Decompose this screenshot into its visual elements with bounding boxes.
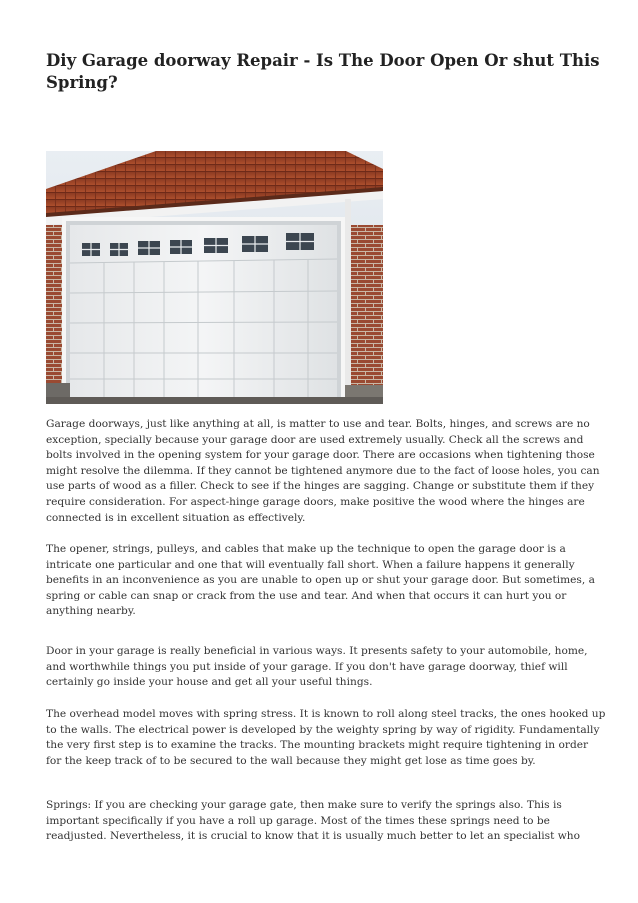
garage-door-photo xyxy=(46,151,383,404)
paragraph-1: Garage doorways, just like anything at all, is matter to use and tear. Bolts, hinges, and screws are no exception, specially because your garage door are used extremely usually. Check all the screws and bolts involved in the opening system for your garage door. There are occasions when tightening those might resolve the dilemma. If they cannot be tightened anymore due to the fact of loose holes, you can use parts of wood as a filler. Check to see if the hinges are sagging. Change or substitute them if they require consideration. For aspect-hinge garage doors, make positive the wood where the hinges are connected is in excellent situation as effectively. xyxy=(46,418,600,524)
paragraph-5: Springs: If you are checking your garage gate, then make sure to verify the springs also. This is important specifically if you have a roll up garage. Most of the times these springs need to be readjusted. Nevertheless, it is crucial to know that it is usually much better to let an specialist who xyxy=(46,799,580,843)
paragraph-3: Door in your garage is really beneficial in various ways. It presents safety to your automobile, home, and worthwhile things you put inside of your garage. If you don't have garage doorway, thief will certainly go inside your house and get all your useful things. xyxy=(46,645,588,689)
garage-door-icon xyxy=(46,151,383,404)
paragraph-4: The overhead model moves with spring stress. It is known to roll along steel tracks, the ones hooked up to the walls. The electrical power is developed by the weighty spring by way of rigidity. Fundamentally the very first step is to examine the tracks. The mounting brackets might require tightening in order for the keep track of to be secured to the wall because they might get lose as time goes by. xyxy=(46,708,606,767)
paragraph-2: The opener, strings, pulleys, and cables that make up the technique to open the garage door is a intricate one particular and one that will eventually fall short. When a failure happens it generally benefits in an inconvenience as you are unable to open up or shut your garage door. But sometimes, a spring or cable can snap or crack from the use and tear. And when that occurs it can hurt you or anything nearby. xyxy=(46,543,595,618)
article-title: Diy Garage doorway Repair - Is The Door Open Or shut This Spring? xyxy=(46,51,600,92)
